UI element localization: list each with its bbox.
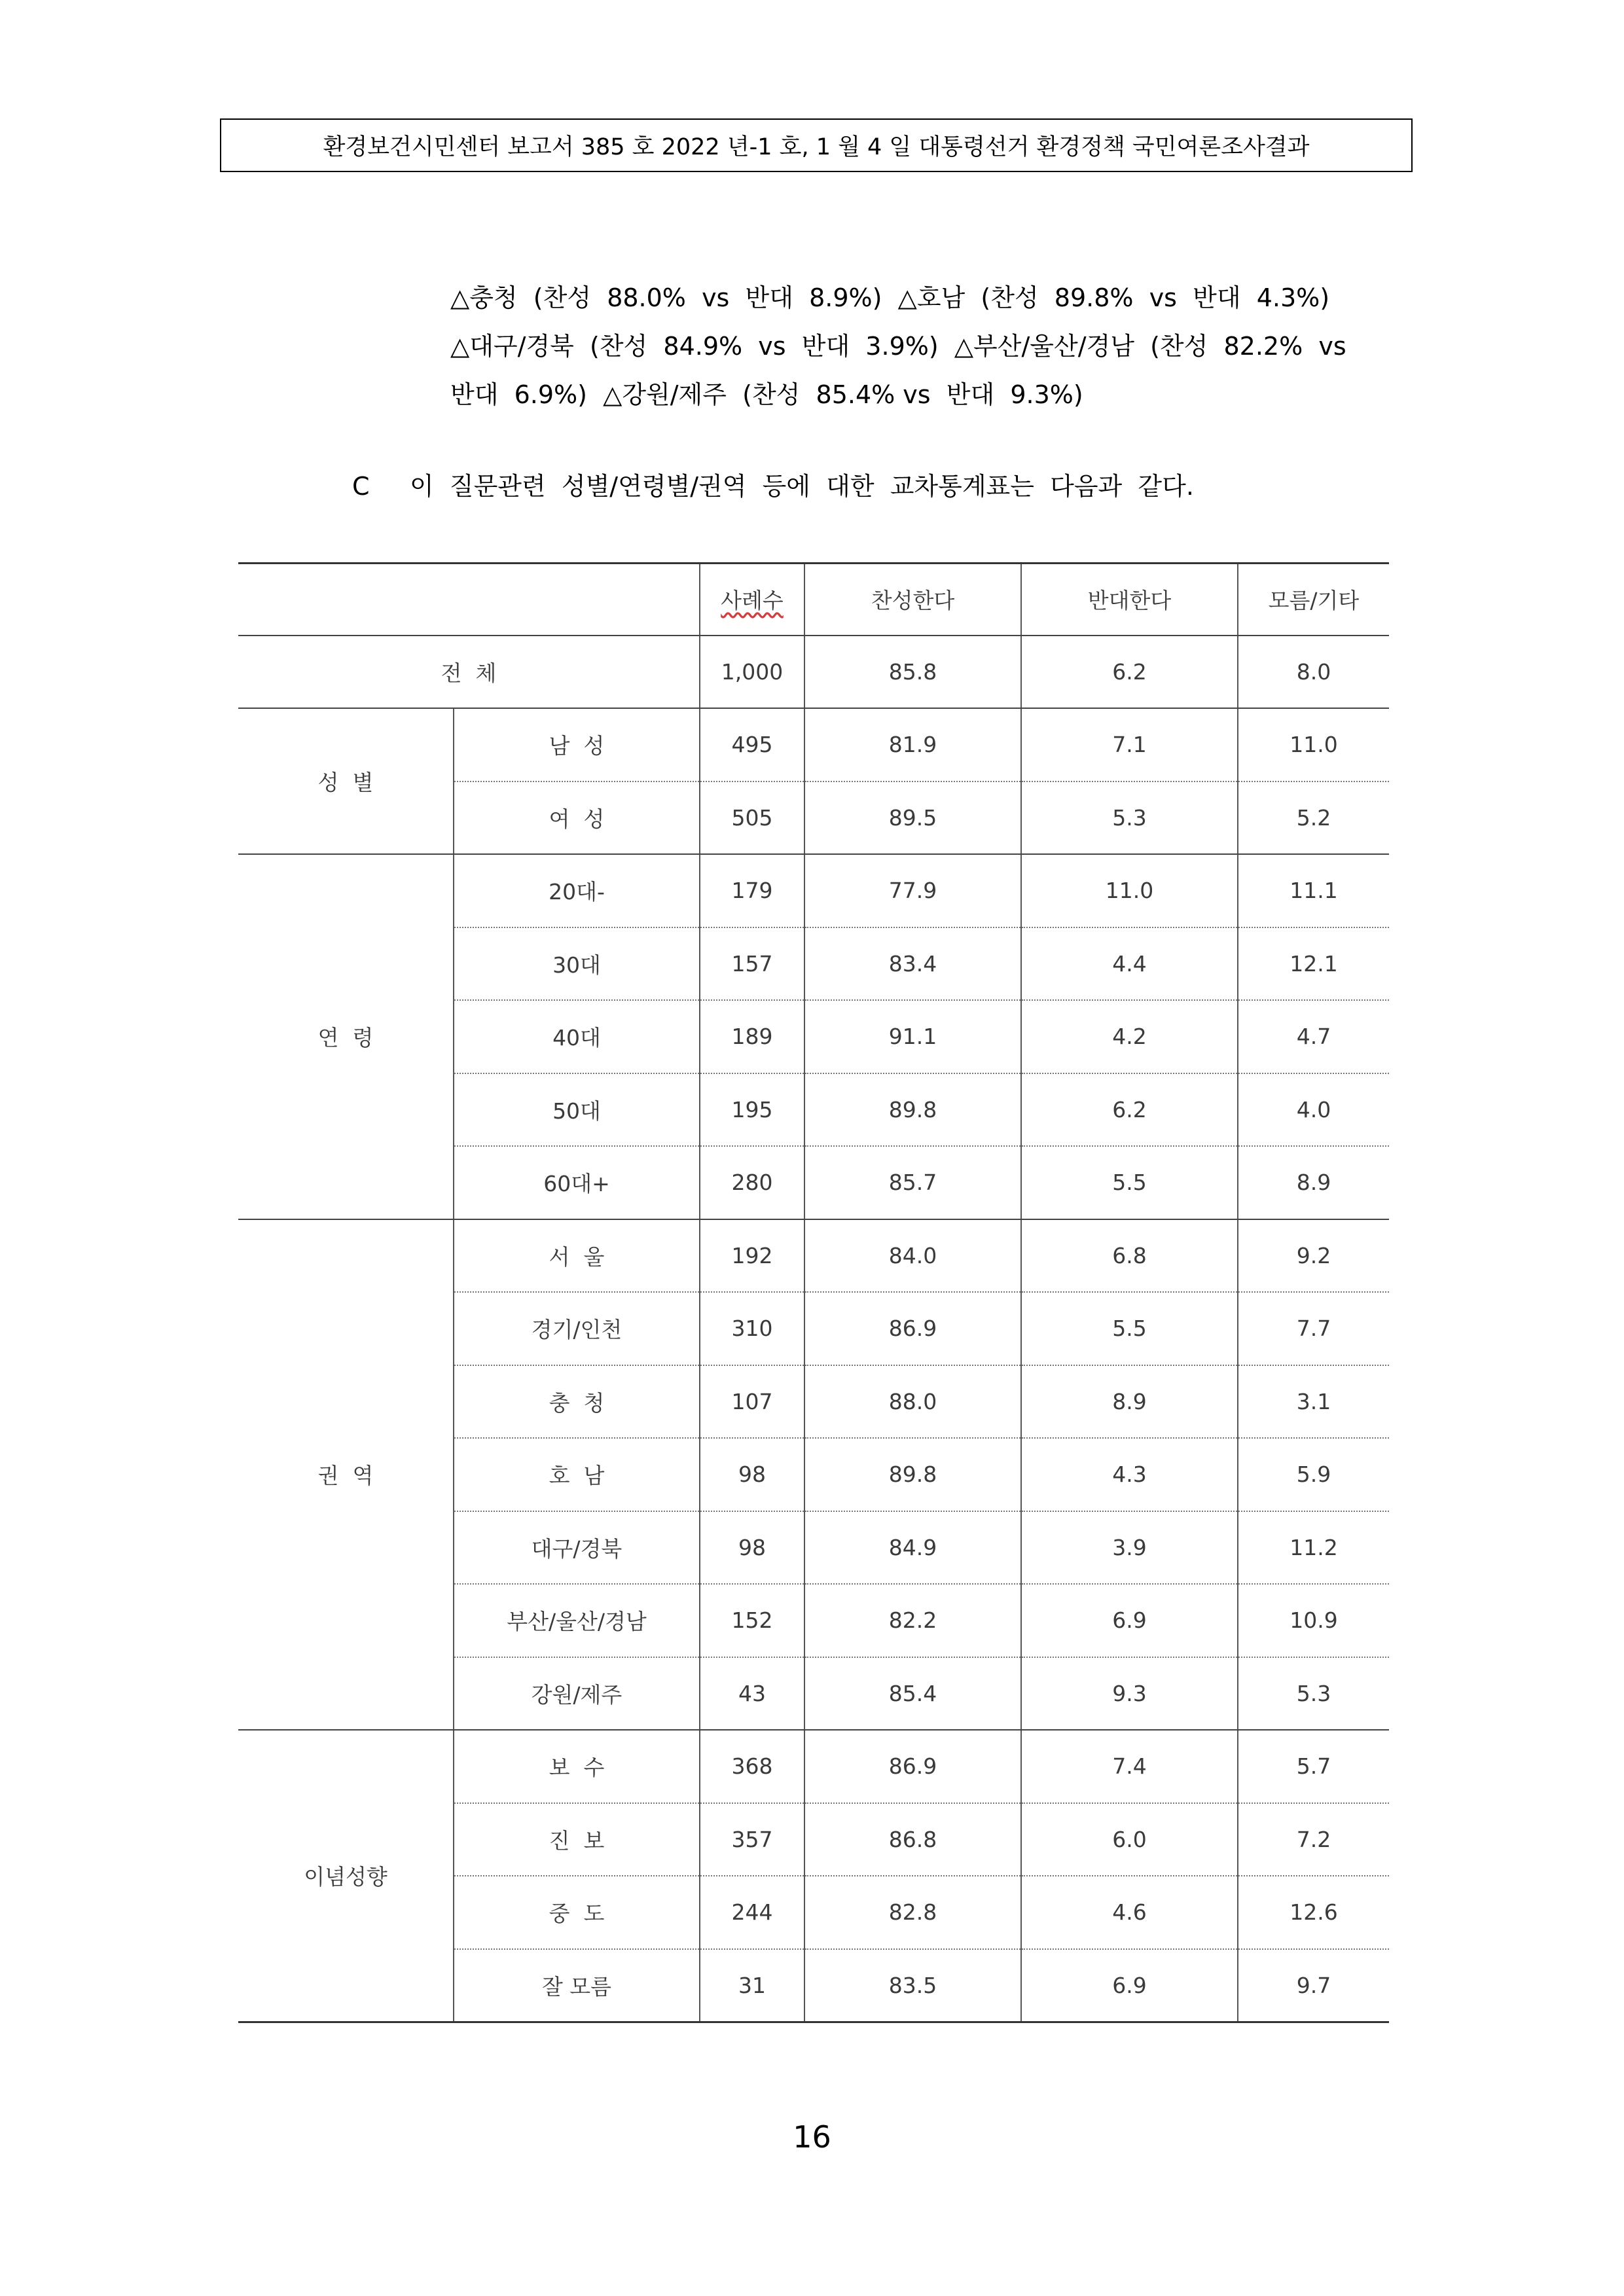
table-cell: 192 — [700, 1219, 804, 1293]
header-blank — [238, 564, 700, 636]
table-cell: 9.2 — [1238, 1219, 1389, 1293]
page-number: 16 — [793, 2119, 831, 2155]
table-row — [238, 1219, 1389, 1293]
row-label: 30대 — [454, 927, 700, 1001]
table-cell: 86.8 — [804, 1803, 1021, 1876]
table-cell: 9.3 — [1021, 1657, 1238, 1731]
column-header: 반대한다 — [1021, 564, 1238, 636]
table-cell: 31 — [700, 1949, 804, 2022]
column-header: 모름/기타 — [1238, 564, 1389, 636]
row-label: 충 청 — [454, 1365, 700, 1439]
table-cell: 3.1 — [1238, 1365, 1389, 1439]
table-header-row — [238, 564, 1389, 636]
table-cell: 6.8 — [1021, 1219, 1238, 1293]
row-label: 경기/인천 — [454, 1292, 700, 1365]
table-row-total — [238, 636, 1389, 709]
table-row — [238, 1730, 1389, 1803]
table-cell: 98 — [700, 1438, 804, 1511]
table-cell: 6.9 — [1021, 1584, 1238, 1657]
column-header: 찬성한다 — [804, 564, 1021, 636]
table-cell: 6.9 — [1021, 1949, 1238, 2022]
table-cell: 8.9 — [1021, 1365, 1238, 1439]
table-cell: 4.7 — [1238, 1000, 1389, 1073]
row-label: 진 보 — [454, 1803, 700, 1876]
table-row — [238, 854, 1389, 927]
table-cell: 89.8 — [804, 1073, 1021, 1147]
table-cell: 4.2 — [1021, 1000, 1238, 1073]
table-cell: 5.7 — [1238, 1730, 1389, 1803]
group-label: 연 령 — [238, 854, 454, 1219]
bullet-mark: C — [352, 472, 370, 501]
paragraph-line: △대구/경북 (찬성 84.9% vs 반대 3.9%) △부산/울산/경남 (찬성 82.2% vs — [450, 332, 1346, 361]
table-cell: 357 — [700, 1803, 804, 1876]
table-cell: 5.2 — [1238, 781, 1389, 855]
table-cell: 84.9 — [804, 1511, 1021, 1585]
table-cell: 81.9 — [804, 708, 1021, 781]
table-cell: 43 — [700, 1657, 804, 1731]
row-label: 여 성 — [454, 781, 700, 855]
row-label: 50대 — [454, 1073, 700, 1147]
table-cell: 7.4 — [1021, 1730, 1238, 1803]
table-cell: 7.7 — [1238, 1292, 1389, 1365]
table-cell: 84.0 — [804, 1219, 1021, 1293]
row-label: 서 울 — [454, 1219, 700, 1293]
table-cell: 8.0 — [1238, 636, 1389, 709]
table-cell: 4.4 — [1021, 927, 1238, 1001]
row-label: 60대+ — [454, 1146, 700, 1219]
group-label: 성 별 — [238, 708, 454, 854]
table-cell: 4.6 — [1021, 1876, 1238, 1949]
crosstab-table — [238, 562, 1389, 2023]
table-cell: 6.2 — [1021, 636, 1238, 709]
table-cell: 157 — [700, 927, 804, 1001]
table-cell: 86.9 — [804, 1730, 1021, 1803]
paragraph-line: △충청 (찬성 88.0% vs 반대 8.9%) △호남 (찬성 89.8% vs 반대 4.3%) — [450, 283, 1330, 312]
table-cell: 6.0 — [1021, 1803, 1238, 1876]
row-label: 호 남 — [454, 1438, 700, 1511]
table-cell: 107 — [700, 1365, 804, 1439]
table-cell: 152 — [700, 1584, 804, 1657]
table-cell: 91.1 — [804, 1000, 1021, 1073]
row-label: 보 수 — [454, 1730, 700, 1803]
table-cell: 7.1 — [1021, 708, 1238, 781]
table-cell: 368 — [700, 1730, 804, 1803]
table-cell: 85.7 — [804, 1146, 1021, 1219]
table-cell: 83.4 — [804, 927, 1021, 1001]
table-intro — [352, 467, 1194, 506]
table-cell: 8.9 — [1238, 1146, 1389, 1219]
table-cell: 9.7 — [1238, 1949, 1389, 2022]
group-label: 권 역 — [238, 1219, 454, 1731]
table-cell: 12.1 — [1238, 927, 1389, 1001]
bullet-text: 이 질문관련 성별/연령별/권역 등에 대한 교차통계표는 다음과 같다. — [410, 472, 1194, 501]
row-label: 40대 — [454, 1000, 700, 1073]
table-cell: 280 — [700, 1146, 804, 1219]
table-cell: 195 — [700, 1073, 804, 1147]
table-cell: 5.5 — [1021, 1292, 1238, 1365]
table-cell: 11.0 — [1021, 854, 1238, 927]
table-cell: 11.0 — [1238, 708, 1389, 781]
row-label: 대구/경북 — [454, 1511, 700, 1585]
row-label: 잘 모름 — [454, 1949, 700, 2022]
group-label: 이념성향 — [238, 1730, 454, 2022]
table-cell: 89.5 — [804, 781, 1021, 855]
table-cell: 86.9 — [804, 1292, 1021, 1365]
table-cell: 77.9 — [804, 854, 1021, 927]
table-cell: 85.8 — [804, 636, 1021, 709]
row-label: 남 성 — [454, 708, 700, 781]
row-label: 부산/울산/경남 — [454, 1584, 700, 1657]
table-cell: 11.2 — [1238, 1511, 1389, 1585]
table-cell: 7.2 — [1238, 1803, 1389, 1876]
table-cell: 85.4 — [804, 1657, 1021, 1731]
row-label: 강원/제주 — [454, 1657, 700, 1731]
table-cell: 5.9 — [1238, 1438, 1389, 1511]
summary-paragraph — [450, 274, 1394, 419]
table-cell: 82.2 — [804, 1584, 1021, 1657]
table-cell: 83.5 — [804, 1949, 1021, 2022]
table-cell: 495 — [700, 708, 804, 781]
table-cell: 179 — [700, 854, 804, 927]
table-cell: 98 — [700, 1511, 804, 1585]
table-cell: 4.0 — [1238, 1073, 1389, 1147]
table-cell: 244 — [700, 1876, 804, 1949]
table-cell: 5.3 — [1238, 1657, 1389, 1731]
report-header: 환경보건시민센터 보고서 385 호 2022 년-1 호, 1 월 4 일 대통령선거 환경정책 국민여론조사결과 — [220, 118, 1413, 172]
column-header: 사례수 — [700, 564, 804, 636]
table-cell: 89.8 — [804, 1438, 1021, 1511]
table-row — [238, 708, 1389, 781]
table-cell: 505 — [700, 781, 804, 855]
table-cell: 88.0 — [804, 1365, 1021, 1439]
row-label: 20대- — [454, 854, 700, 927]
table-cell: 12.6 — [1238, 1876, 1389, 1949]
table-cell: 11.1 — [1238, 854, 1389, 927]
table-cell: 10.9 — [1238, 1584, 1389, 1657]
table-cell: 3.9 — [1021, 1511, 1238, 1585]
table-cell: 82.8 — [804, 1876, 1021, 1949]
table-cell: 4.3 — [1021, 1438, 1238, 1511]
table-cell: 310 — [700, 1292, 804, 1365]
table-cell: 6.2 — [1021, 1073, 1238, 1147]
row-label: 중 도 — [454, 1876, 700, 1949]
table-cell: 189 — [700, 1000, 804, 1073]
paragraph-line: 반대 6.9%) △강원/제주 (찬성 85.4% vs 반대 9.3%) — [450, 380, 1083, 409]
table-cell: 5.3 — [1021, 781, 1238, 855]
row-label-total: 전 체 — [238, 636, 700, 709]
table-cell: 5.5 — [1021, 1146, 1238, 1219]
table-cell: 1,000 — [700, 636, 804, 709]
